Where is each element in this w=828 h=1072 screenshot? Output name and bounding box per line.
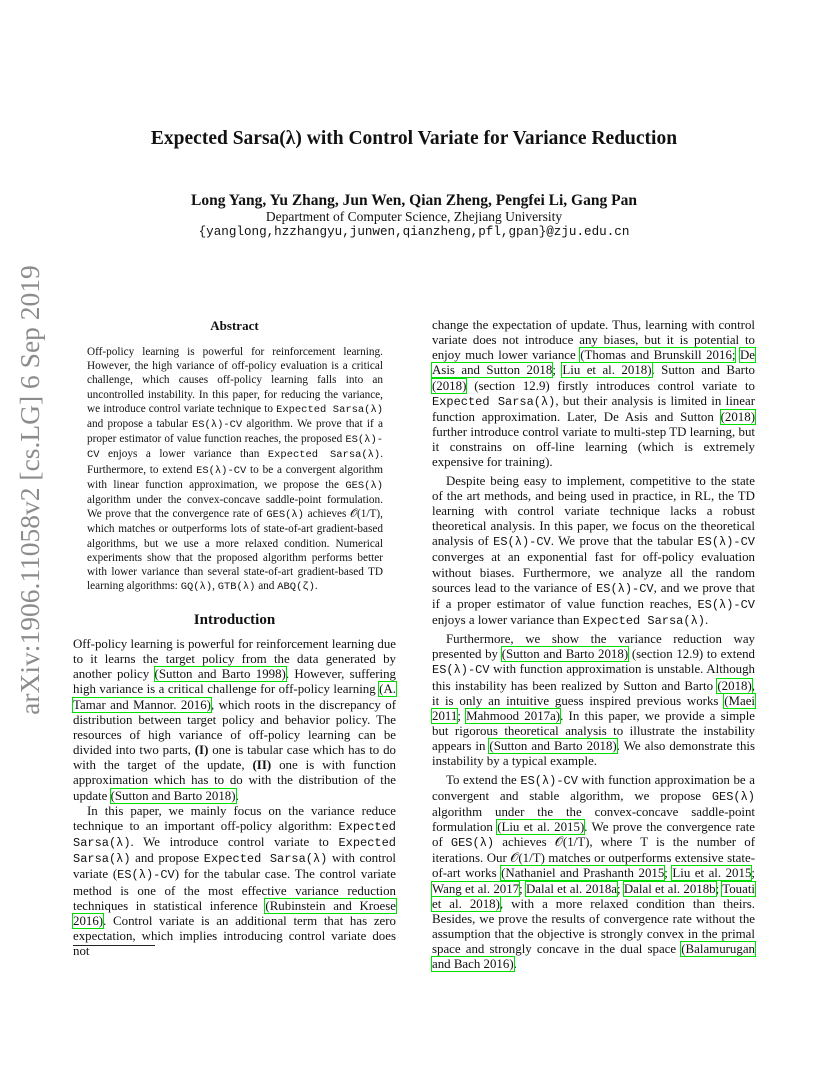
- citation-link[interactable]: (Rubinstein and Kroese 2016): [73, 898, 396, 928]
- right-column-text: [432, 318, 755, 973]
- author-emails: {yanglong,hzzhangyu,junwen,qianzheng,pfl,gpan}@zju.edu.cn: [198, 225, 630, 239]
- citation-link[interactable]: Liu et al. 2018): [562, 363, 652, 378]
- footnote-rule: [73, 945, 155, 946]
- paper-title: Expected Sarsa(λ) with Control Variate for Variance Reduction: [150, 128, 678, 149]
- citation-link[interactable]: Touati et al. 2018): [432, 881, 755, 911]
- citation-link[interactable]: (Sutton and Barto 2018): [501, 647, 629, 662]
- citation-link[interactable]: (2018): [432, 378, 467, 393]
- arxiv-identifier: arXiv:1906.11058v2 [cs.LG] 6 Sep 2019: [14, 265, 45, 715]
- citation-link[interactable]: (Sutton and Barto 1998): [154, 667, 286, 682]
- citation-link[interactable]: (2018): [717, 678, 752, 693]
- citation-link[interactable]: (Maei 2011: [432, 693, 755, 723]
- abstract-heading: Abstract: [210, 318, 259, 333]
- citation-link[interactable]: (Sutton and Barto 2018): [489, 739, 617, 754]
- author-list: Long Yang, Yu Zhang, Jun Wen, Qian Zheng, Pengfei Li, Gang Pan: [191, 192, 637, 209]
- citation-link[interactable]: (A. Tamar and Mannor. 2016): [73, 682, 396, 712]
- citation-link[interactable]: Wang et al. 2017: [432, 881, 520, 896]
- citation-link[interactable]: (2018): [720, 409, 755, 424]
- citation-link[interactable]: (Balamurugan and Bach 2016): [432, 942, 755, 972]
- citation-link[interactable]: Mahmood 2017a): [466, 708, 561, 723]
- introduction-heading: Introduction: [193, 612, 276, 628]
- intro-paragraph-5: Furthermore, we show the variance reduction way presented by (Sutton and Barto 2018) (section 12.9) to extend ES(λ)-CV with function approximation is unstable. Although this instability has been realized by Sutton and Barto (2018), it is only an intuitive guess inspired previous works (Maei 2011; Mahmood 2017a). In this paper, we provide a simple but rigorous theoretical analysis to illustrate the instability appears in (Sutton and Barto 2018). We also demonstrate this instability by a typical example.: [432, 632, 755, 769]
- left-column-text: [73, 637, 396, 959]
- intro-paragraph-6: To extend the ES(λ)-CV with function approximation be a convergent and stable algorithm, we propose GES(λ) algorithm under the the convex-concave saddle-point formulation (Liu et al. 2015). We prove the convergence rate of GES(λ) achieves 𝒪(1/T), where T is the number of iterations. Our 𝒪(1/T) matches or outperforms extensive state-of-art works (Nathaniel and Prashanth 2015; Liu et al. 2015; Wang et al. 2017; Dalal et al. 2018a; Dalal et al. 2018b; Touati et al. 2018), with a more relaxed condition than theirs. Besides, we prove the results of convergence rate without the assumption that the objective is strongly convex in the primal space and strongly concave in the dual space (Balamurugan and Bach 2016).: [432, 772, 755, 972]
- affiliation: Department of Computer Science, Zhejiang University: [265, 209, 563, 224]
- intro-paragraph-1: Off-policy learning is powerful for reinforcement learning due to it learns the target policy from the data generated by another policy (Sutton and Barto 1998). However, suffering high variance is a critical challenge for off-policy learning (A. Tamar and Mannor. 2016), which roots in the discrepancy of distribution between target policy and behavior policy. The resources of high variance of off-policy learning can be divided into two parts, (I) one is tabular case which has to do with the target of the update, (II) one is with function approximation which has to do with the distribution of the update (Sutton and Barto 2018).: [73, 637, 396, 803]
- citation-link[interactable]: (Nathaniel and Prashanth 2015: [501, 866, 665, 881]
- citation-link[interactable]: Dalal et al. 2018b: [623, 881, 716, 896]
- abstract-body: Off-policy learning is powerful for reinforcement learning. However, the high variance of off-policy evaluation is a critical challenge, which causes off-policy learning falls into an uncontrolled instability. In this paper, for reducing the variance, we introduce control variate technique to Expected Sarsa(λ) and propose a tabular ES(λ)-CV algorithm. We prove that if a proper estimator of value function reaches, the proposed ES(λ)-CV enjoys a lower variance than Expected Sarsa(λ). Furthermore, to extend ES(λ)-CV to be a convergent algorithm with linear function approximation, we propose the GES(λ) algorithm under the convex-concave saddle-point formulation. We prove that the convergence rate of GES(λ) achieves 𝒪(1/T), which matches or outperforms lots of state-of-art gradient-based algorithms, but we use a more relaxed condition. Numerical experiments show that the proposed algorithm performs better with lower variance than several state-of-art gradient-based TD learning algorithms: GQ(λ), GTB(λ) and ABQ(ζ).: [87, 346, 383, 594]
- citation-link[interactable]: (Liu et al. 2015): [497, 820, 585, 834]
- intro-paragraph-4: Despite being easy to implement, competitive to the state of the art methods, and being used in practice, in RL, the TD learning with control variate technique lacks a robust theoretical analysis. In this paper, we focus on the theoretical analysis of ES(λ)-CV. We prove that the tabular ES(λ)-CV converges at an exponential fast for off-policy evaluation without biases. Furthermore, we analyze all the random sources lead to the variance of ES(λ)-CV, and we prove that if a proper estimator of value function reaches, ES(λ)-CV enjoys a lower variance than Expected Sarsa(λ).: [432, 473, 755, 628]
- intro-paragraph-2: In this paper, we mainly focus on the variance reduce technique to an important off-policy algorithm: Expected Sarsa(λ). We introduce control variate to Expected Sarsa(λ) and propose Expected Sarsa(λ) with control variate (ES(λ)-CV) for the tabular case. The control variate method is one of the most effective variance reduction techniques in statistical inference (Rubinstein and Kroese 2016). Control variate is an additional term that has zero expectation, which implies introducing control variate does not: [73, 803, 397, 959]
- citation-link[interactable]: Dalal et al. 2018a: [525, 881, 618, 896]
- citation-link[interactable]: (Thomas and Brunskill 2016;: [580, 348, 736, 363]
- citation-link[interactable]: Liu et al. 2015: [672, 866, 752, 881]
- citation-link[interactable]: (Sutton and Barto 2018): [110, 788, 236, 803]
- citation-link[interactable]: De Asis and Sutton 2018: [432, 348, 756, 378]
- intro-paragraph-3: change the expectation of update. Thus, learning with control variate does not introduce any biases, but it is potential to enjoy much lower variance (Thomas and Brunskill 2016; De Asis and Sutton 2018; Liu et al. 2018). Sutton and Barto (2018) (section 12.9) firstly introduces control variate to Expected Sarsa(λ), but their analysis is limited in linear function approximation. Later, De Asis and Sutton (2018) further introduce control variate to multi-step TD learning, but it constrains on off-line learning (which is extremely expensive for training).: [432, 318, 756, 470]
